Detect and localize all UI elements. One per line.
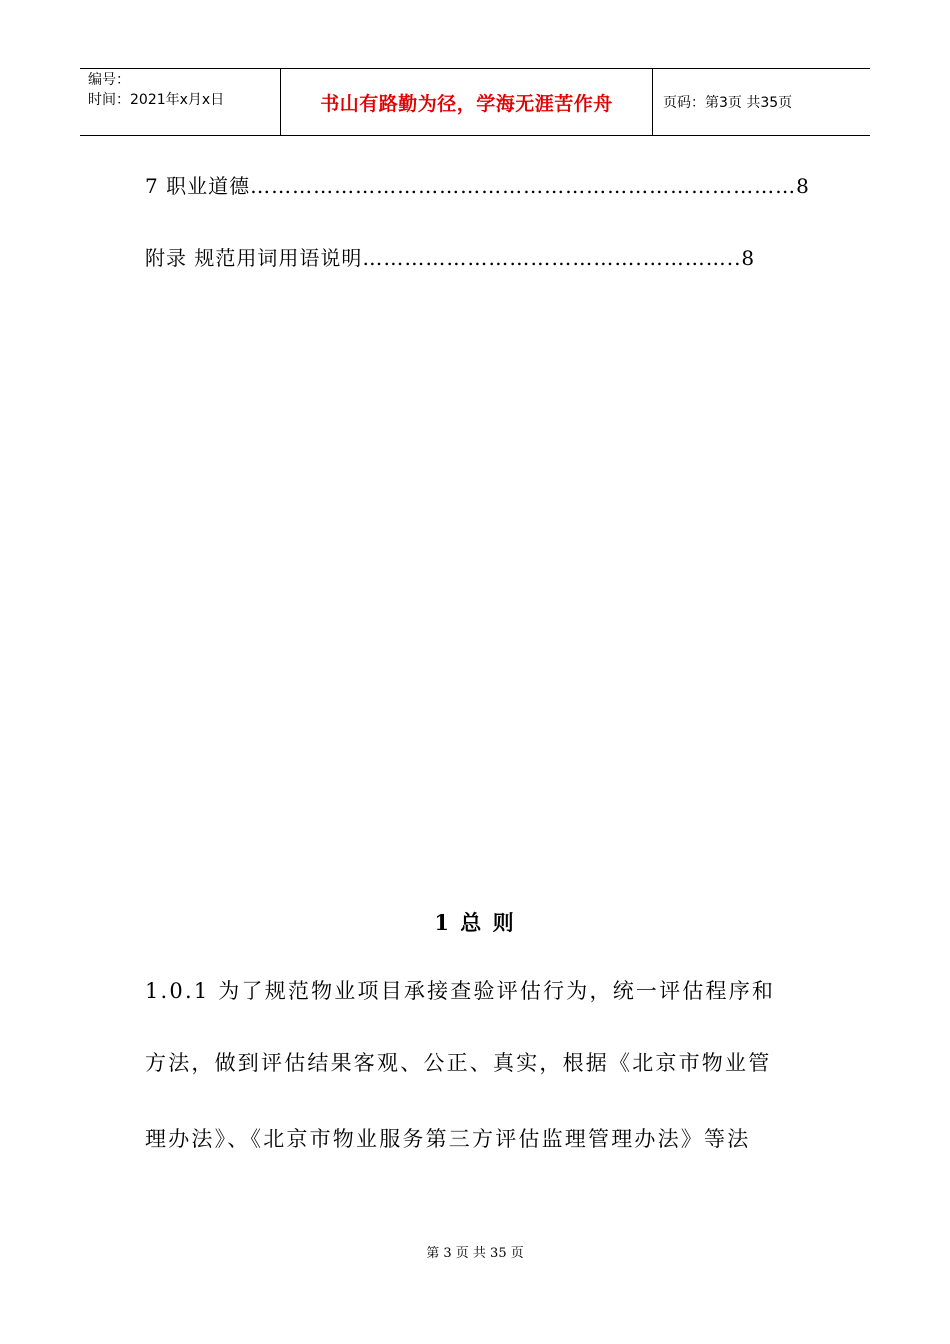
paragraph-line: 方法，做到评估结果客观、公正、真实，根据《北京市物业管 [145, 1051, 772, 1075]
date-label: 时间：2021年x月x日 [88, 92, 225, 108]
toc-entry-appendix: 附录 规范用词用语说明………………………………….…………..8 [145, 246, 756, 270]
paragraph-line: 1.0.1 为了规范物业项目承接查验评估行为，统一评估程序和 [145, 979, 776, 1003]
toc-entry-ethics: 7 职业道德……………………………………………………………………8 [145, 174, 810, 198]
header-meta [80, 69, 281, 135]
page-header [80, 68, 870, 136]
header-motto: 书山有路勤为径，学海无涯苦作舟 [281, 69, 653, 135]
paragraph-line: 理办法》、《北京市物业服务第三方评估监理管理办法》等法 [145, 1127, 751, 1151]
page-footer: 第 3 页 共 35 页 [426, 1246, 524, 1261]
header-page-info: 页码：第3页 共35页 [663, 95, 793, 111]
section-heading: 1 总 则 [434, 910, 516, 935]
number-label: 编号： [88, 72, 130, 88]
